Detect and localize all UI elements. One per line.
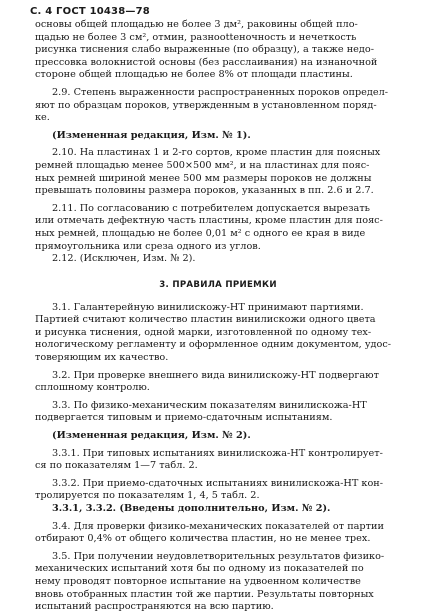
amendment-note-3: 3.3.1, 3.3.2. (Введены дополнительно, Изм. № 2).: [52, 503, 331, 514]
text-line: 2.10. На пластинах 1 и 2-го сортов, кроме пластин для поясных: [52, 147, 381, 159]
paragraph-defects-continued: [35, 19, 401, 82]
text-line: вновь отобранных пластин той же партии. Результаты повторных: [35, 588, 374, 600]
text-line: сплошному контролю.: [35, 382, 150, 394]
text-line: яют по образцам пороков, утвержденным в установленном поряд-: [35, 99, 377, 111]
amendment-note-1: (Измененная редакция, Изм. № 1).: [52, 129, 251, 141]
text-line: рисунка тиснения слабо выраженные (по образцу), а также недо-: [35, 44, 374, 56]
text-line: 3.2. При проверке внешнего вида винилискожу-НТ подвергают: [52, 369, 379, 381]
text-line: или отмечать дефектную часть пластины, кроме пластин для пояс-: [35, 215, 383, 227]
paragraph-2-11: [35, 203, 401, 253]
paragraph-3-3-1: [35, 448, 401, 473]
text-line: испытаний распространяются на всю партию.: [35, 601, 274, 613]
text-line: стороне общей площадью не более 8% от площади пластины.: [35, 69, 353, 81]
paragraph-2-12: 2.12. (Исключен, Изм. № 2).: [52, 253, 196, 265]
paragraph-3-1: [35, 302, 401, 365]
paragraph-3-2: [35, 370, 401, 395]
section-title: 3. ПРАВИЛА ПРИЕМКИ: [159, 279, 277, 290]
paragraph-2-10: [35, 147, 401, 197]
text-line: подвергается типовым и приемо-сдаточным испытаниям.: [35, 412, 333, 424]
paragraph-3-5: [35, 551, 401, 614]
text-line: ных ремней шириной менее 500 мм размеры пороков не должны: [35, 172, 372, 184]
text-line: нему проводят повторное испытание на удвоенном количестве: [35, 575, 361, 587]
text-line: механических испытаний хотя бы по одному из показателей по: [35, 563, 364, 575]
text-line: и рисунка тиснения, одной марки, изготовленной по одному тех-: [35, 326, 372, 338]
text-line: тролируется по показателям 1, 4, 5 табл. 2.: [35, 490, 260, 502]
text-line: 3.1. Галантерейную винилискожу-НТ принимают партиями.: [52, 301, 364, 313]
page-header: С. 4 ГОСТ 10438—78: [30, 6, 150, 17]
text-line: 3.4. Для проверки физико-механических показателей от партии: [52, 520, 384, 532]
amendment-note-2: (Измененная редакция, Изм. № 2).: [52, 430, 251, 442]
text-line: 3.5. При получении неудовлетворительных результатов физико-: [52, 550, 385, 562]
text-line: щадью не более 3 см², отмин, разноottеночность и нечеткость: [35, 31, 357, 43]
text-line: 3.3. По физико-механическим показателям винилискожа-НТ: [52, 399, 367, 411]
text-line: 3.3.1. При типовых испытаниях винилискожа-НТ контролирует-: [52, 447, 383, 459]
text-line: прессовка волокнистой основы (без расслаивания) на изнаночной: [35, 56, 378, 68]
text-line: 2.9. Степень выраженности распространенных пороков определ-: [52, 86, 389, 98]
text-line: ке.: [35, 112, 50, 124]
text-line: ных ремней, площадью не более 0,01 м² с одного ее края в виде: [35, 227, 366, 239]
text-line: 3.3.2. При приемо-сдаточных испытаниях винилискожа-НТ кон-: [52, 477, 384, 489]
text-line: ремней площадью менее 500×500 мм², и на пластинах для пояс-: [35, 159, 370, 171]
text-line: 2.11. По согласованию с потребителем допускается вырезать: [52, 202, 370, 214]
text-line: товеряющим их качество.: [35, 352, 169, 364]
text-line: ся по показателям 1—7 табл. 2.: [35, 460, 198, 472]
paragraph-3-3-2: [35, 478, 401, 503]
paragraph-2-9: [35, 87, 401, 125]
text-line: нологическому регламенту и оформленное одним документом, удос-: [35, 339, 392, 351]
text-line: отбирают 0,4% от общего количества пластин, но не менее трех.: [35, 533, 371, 545]
text-line: основы общей площадью не более 3 дм², раковины общей пло-: [35, 19, 358, 30]
paragraph-3-3: [35, 400, 401, 425]
text-line: прямоугольника или среза одного из углов.: [35, 240, 261, 252]
text-line: превышать половины размера пороков, указанных в пп. 2.6 и 2.7.: [35, 185, 374, 197]
paragraph-3-4: [35, 521, 401, 546]
text-line: Партией считают количество пластин винилискожи одного цвета: [35, 314, 376, 326]
